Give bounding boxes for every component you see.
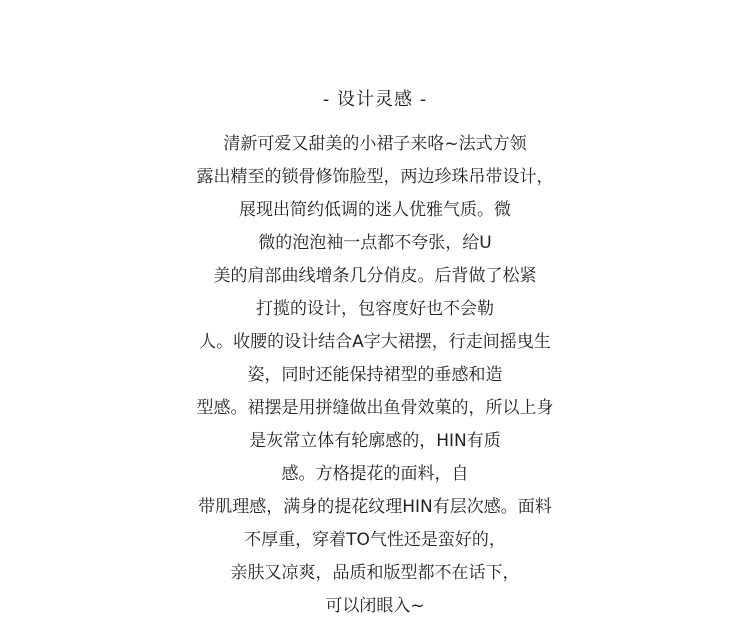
text-line: 展现出简约低调的迷人优雅气质。微 bbox=[239, 200, 511, 220]
text-line: 姿，同时还能保持裙型的垂感和造 bbox=[247, 365, 503, 385]
text-line: 不厚重，穿着TO气性还是蛮好的， bbox=[244, 530, 506, 550]
design-inspiration-text bbox=[0, 128, 750, 623]
section-title: - 设计灵感 - bbox=[322, 89, 428, 110]
text-line: 是灰常立体有轮廓感的，HIN有质 bbox=[249, 431, 501, 451]
text-line: 露出精至的锁骨修饰脸型，两边珍珠吊带设计， bbox=[196, 167, 554, 187]
text-line: 美的肩部曲线增条几分俏皮。后背做了松紧 bbox=[213, 266, 537, 286]
text-line: 亲肤又凉爽，品质和版型都不在话下， bbox=[230, 563, 520, 583]
text-line: 打揽的设计，包容度好也不会勒 bbox=[256, 299, 494, 319]
text-line: 可以闭眼入~ bbox=[325, 596, 425, 616]
text-line: 感。方格提花的面料，自 bbox=[281, 464, 469, 484]
text-line: 型感。裙摆是用拼缝做出鱼骨效菓的，所以上身 bbox=[196, 398, 554, 418]
text-line: 微的泡泡袖一点都不夸张，给U bbox=[258, 233, 492, 253]
text-line: 人。收腰的设计结合A字大裙摆，行走间摇曳生 bbox=[199, 332, 551, 352]
text-line: 带肌理感，满身的提花纹理HIN有层次感。面料 bbox=[198, 497, 552, 517]
text-line: 清新可爱又甜美的小裙子来咯~法式方领 bbox=[223, 134, 527, 154]
